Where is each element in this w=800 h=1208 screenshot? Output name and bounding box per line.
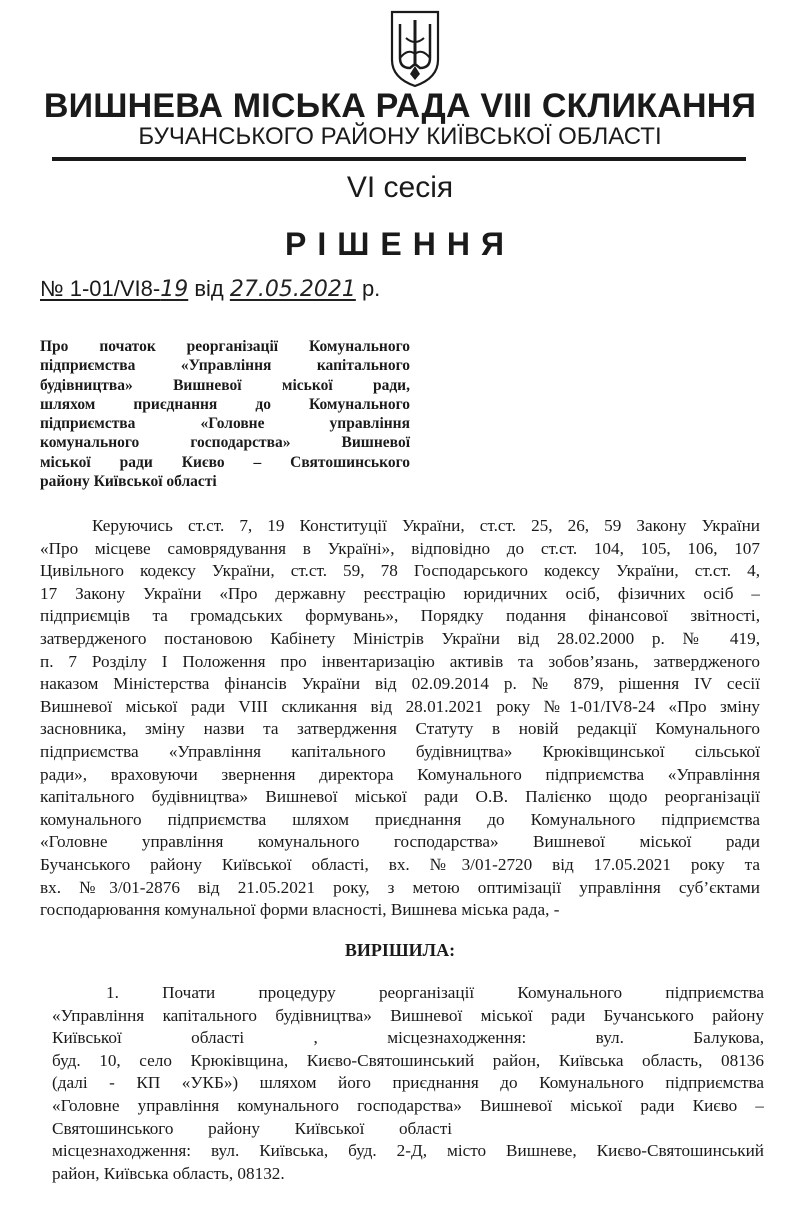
subject-line: підприємства «Головне управління bbox=[40, 415, 410, 433]
preamble-paragraph bbox=[40, 515, 760, 922]
item-line: (далі - КП «УКБ») шляхом його приєднання до Комунального підприємства bbox=[52, 1073, 764, 1093]
preamble-line: Бучанського району Київської області, вх. №3/01-2720 від 17.05.2021 року та bbox=[40, 854, 760, 874]
item-line: 1. Почати процедуру реорганізації Комунального підприємства bbox=[106, 983, 764, 1002]
decision-number-handwritten: 19 bbox=[160, 277, 189, 302]
item-line: район, Київська область, 08132. bbox=[52, 1163, 285, 1183]
item-line: Святошинського району Київської області bbox=[52, 1118, 452, 1138]
subject-line: Про початок реорганізації Комунального bbox=[40, 338, 410, 355]
session-label: VI сесія bbox=[346, 171, 454, 204]
subject-line: будівництва» Вишневої міської ради, bbox=[40, 376, 410, 394]
subject-line: району Київської області bbox=[40, 473, 217, 491]
preamble-line: Цивільного кодексу України, ст.ст. 59, 78 Господарського кодексу України, ст.ст. 4, bbox=[40, 561, 760, 581]
item-line: буд. 10, село Крюківщина, Києво-Святошинський район, Київська область, 08136 bbox=[52, 1050, 764, 1070]
decision-number-prefix: № 1-01/VI8- bbox=[40, 276, 161, 301]
resolved-heading: ВИРІШИЛА: bbox=[344, 940, 456, 960]
preamble-line: п. 7 Розділу І Положення про інвентаризацію активів та зобов’язань, затвердженого bbox=[40, 651, 760, 671]
preamble-line: «Головне управління комунального господарства» Вишневої міської ради bbox=[40, 832, 760, 852]
preamble-line: Керуючись ст.ст. 7, 19 Конституції України, ст.ст. 25, 26, 59 Закону України bbox=[92, 516, 760, 535]
resolution-item-1 bbox=[52, 982, 764, 1185]
date-prefix: від bbox=[188, 276, 230, 301]
preamble-line: засновника, зміну назви та затвердження Статуту в новій редакції Комунального bbox=[40, 719, 760, 739]
preamble-line: підприємства «Управління капітального будівництва» Крюківщинської сільської bbox=[40, 741, 760, 761]
item-line: «Головне управління комунального господарства» Вишневої міської ради Києво – bbox=[52, 1095, 764, 1115]
subject-line: підприємства «Управління капітального bbox=[40, 357, 410, 375]
item-line: Київської області , місцезнаходження: вул. Балукова, bbox=[52, 1028, 764, 1048]
decision-number-line bbox=[40, 274, 540, 305]
preamble-line: ради», враховуючи звернення директора Комунального підприємства «Управління bbox=[40, 764, 760, 784]
council-title: ВИШНЕВА МІСЬКА РАДА VIII СКЛИКАННЯ bbox=[43, 87, 757, 125]
preamble-line: капітального будівництва» Вишневої міської ради О.В. Палієнко щодо реорганізації bbox=[40, 787, 760, 807]
preamble-line: 17 Закону України «Про державну реєстрацію юридичних осіб, фізичних осіб – bbox=[40, 583, 760, 603]
item-line: «Управління капітального будівництва» Вишневої міської ради Бучанського району bbox=[52, 1005, 764, 1025]
preamble-line: комунального підприємства шляхом приєднання до Комунального підприємства bbox=[40, 809, 760, 829]
document-type-heading: РІШЕННЯ bbox=[285, 226, 515, 262]
date-suffix: р. bbox=[355, 276, 381, 301]
preamble-line: Вишневої міської ради VIII скликання від 28.01.2021 року №1-01/IV8-24 «Про зміну bbox=[40, 696, 760, 716]
subject-line: міської ради Києво – Святошинського bbox=[40, 453, 410, 471]
preamble-line: «Про місцеве самоврядування в Україні», відповідно до ст.ст. 104, 105, 106, 107 bbox=[40, 538, 760, 558]
item-line: місцезнаходження: вул. Київська, буд. 2-Д, місто Вишневе, Києво-Святошинський bbox=[52, 1141, 764, 1161]
decision-subject bbox=[40, 337, 410, 491]
preamble-line: підприємців та громадських формувань», Порядку подання фінансової звітності, bbox=[40, 606, 760, 626]
subject-line: комунального господарства» Вишневої bbox=[40, 434, 410, 452]
council-subtitle: БУЧАНСЬКОГО РАЙОНУ КИЇВСЬКОЇ ОБЛАСТІ bbox=[138, 123, 662, 150]
decision-date-handwritten: 27.05.2021 bbox=[229, 277, 356, 302]
subject-line: шляхом приєднання до Комунального bbox=[40, 395, 410, 413]
preamble-line: господарювання комунальної форми власності, Вишнева міська рада, - bbox=[40, 900, 560, 920]
trident-coat-of-arms-icon bbox=[386, 8, 444, 88]
preamble-line: вх. №3/01-2876 від 21.05.2021 року, з метою оптимізації управління суб’єктами bbox=[40, 877, 760, 897]
preamble-line: затвердженого постановою Кабінету Міністрів України від 28.02.2000 р. № 419, bbox=[40, 628, 760, 648]
header-divider bbox=[52, 157, 746, 161]
preamble-line: наказом Міністерства фінансів України від 02.09.2014 р. № 879, рішення IV сесії bbox=[40, 674, 760, 694]
